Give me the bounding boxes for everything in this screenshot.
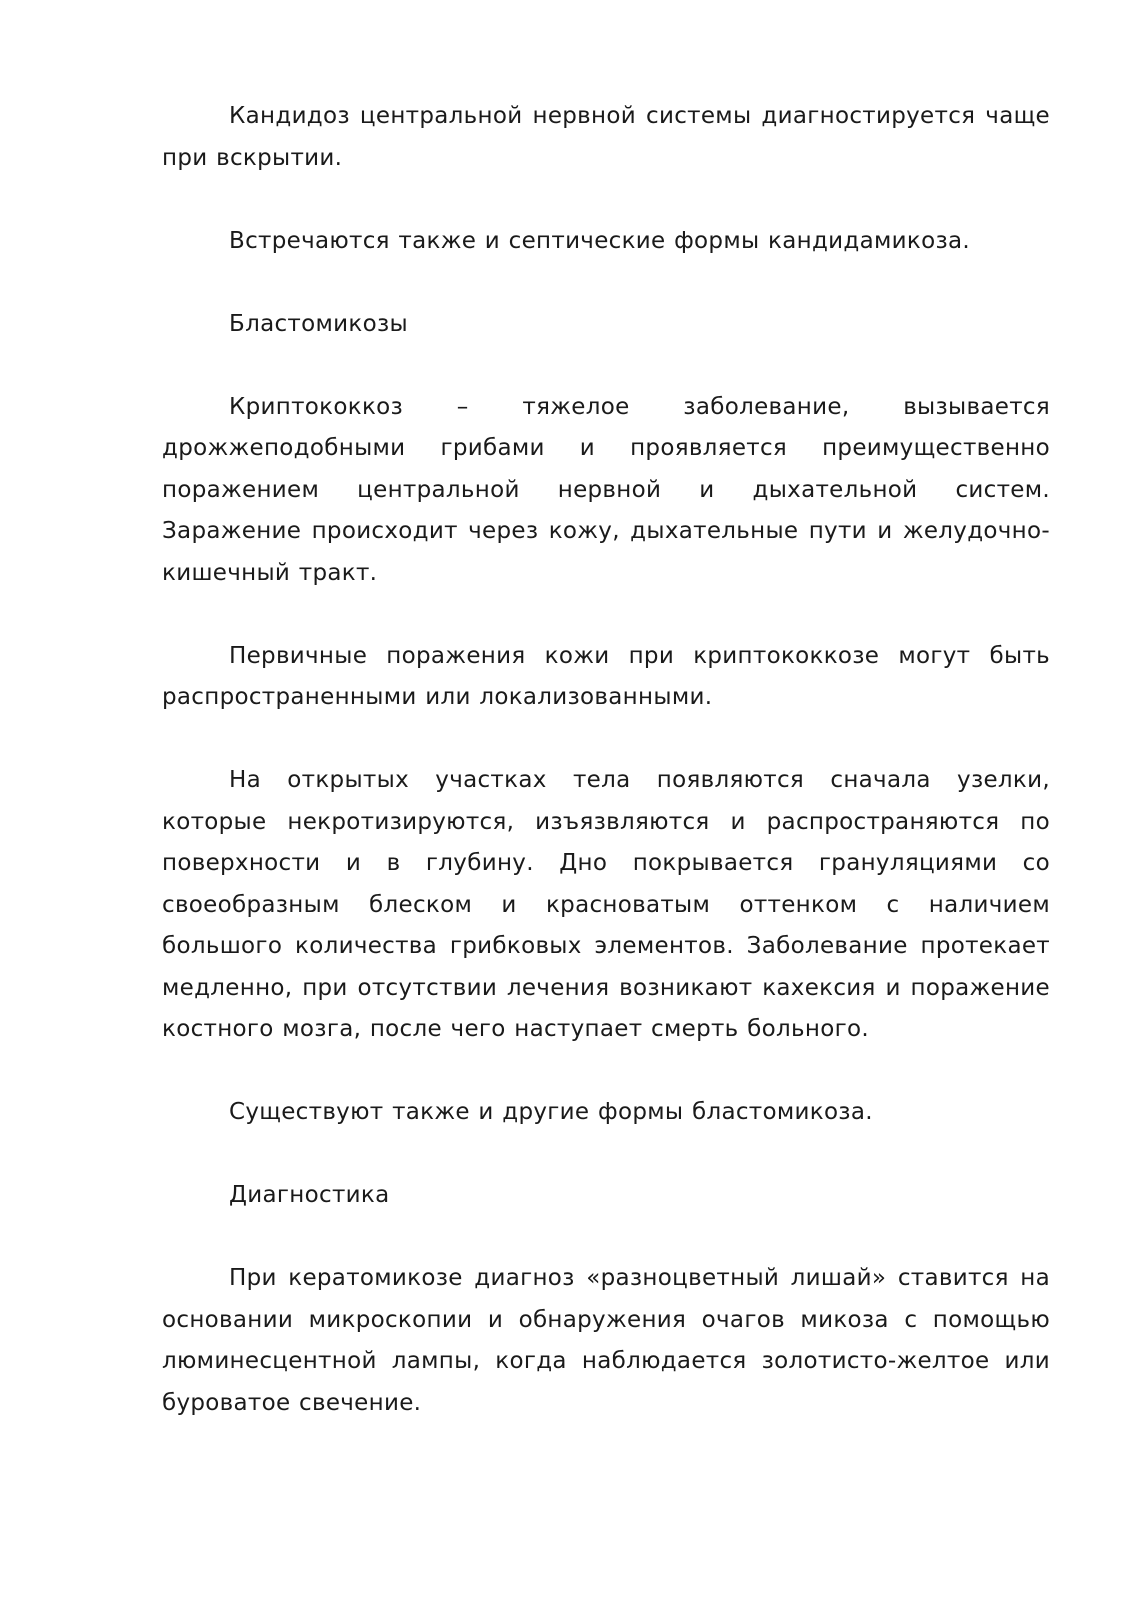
paragraph-septic-forms: Встречаются также и септические формы кандидамикоза.: [229, 227, 971, 254]
paragraph-keratomycosis-diagnosis: При кератомикозе диагноз «разноцветный лишай» ставится на основании микроскопии и обнаружения очагов микоза с помощью люминесцентной лампы, когда наблюдается золотисто-желтое или буроватое свечение.: [162, 1265, 1050, 1416]
section-heading-diagnostics: Диагностика: [229, 1182, 390, 1208]
section-heading-blastomycoses: Бластомикозы: [229, 310, 408, 337]
paragraph-primary-skin-lesions: Первичные поражения кожи при криптококкозе могут быть распространенными или локализованными.: [162, 642, 1050, 710]
document-page: [162, 96, 1050, 1424]
paragraph-candidosis-cns: Кандидоз центральной нервной системы диагностируется чаще при вскрытии.: [162, 103, 1050, 171]
paragraph-other-forms: Существуют также и другие формы бластомикоза.: [229, 1099, 873, 1125]
paragraph-open-body-areas: На открытых участках тела появляются сначала узелки, которые некротизируются, изъязвляются и распространяются по поверхности и в глубину. Дно покрывается грануляциями со своеобразным блеском и красноватым оттенком с наличием большого количества грибковых элементов. Заболевание протекает медленно, при отсутствии лечения возникают кахексия и поражение костного мозга, после чего наступает смерть больного.: [162, 767, 1050, 1042]
paragraph-cryptococcosis: Криптококкоз – тяжелое заболевание, вызывается дрожжеподобными грибами и проявляется преимущественно поражением центральной нервной и дыхательной систем. Заражение происходит через кожу, дыхательные пути и желудочно-кишечный тракт.: [162, 393, 1050, 586]
